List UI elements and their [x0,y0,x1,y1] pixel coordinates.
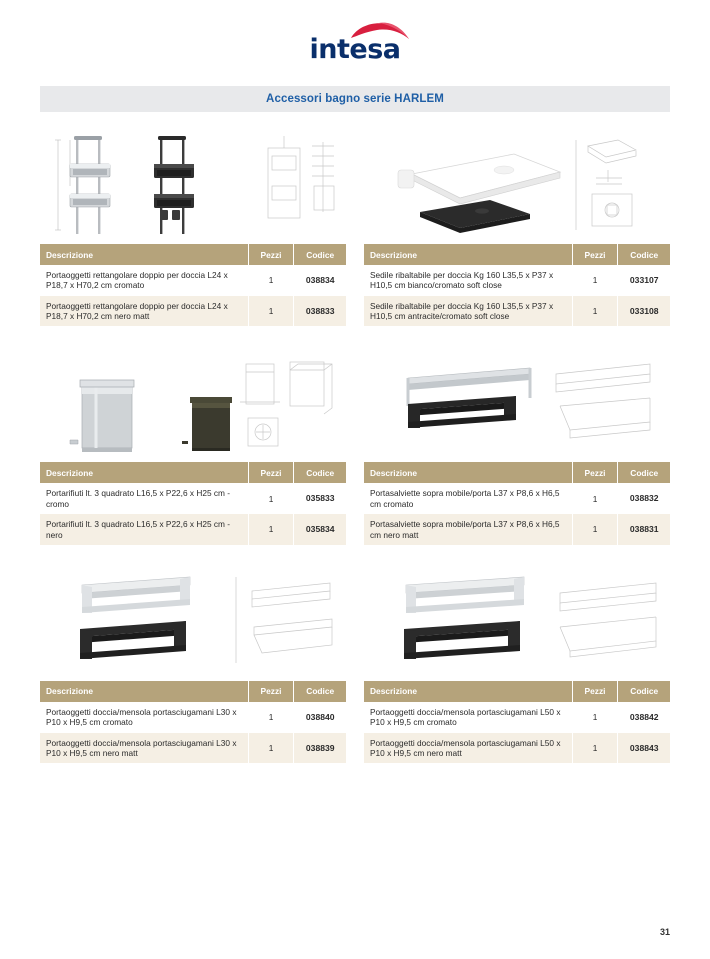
table-row [364,514,670,545]
col-pieces: Pezzi [248,462,294,483]
cell-code: 038834 [305,274,335,285]
cell-description: Sedile ribaltabile per doccia Kg 160 L35,5 x P37 x H10,5 cm bianco/cromato soft close [364,265,572,296]
col-description: Descrizione [364,462,572,483]
cell-code: 038843 [618,733,670,764]
col-pieces: Pezzi [572,681,618,702]
table-row [40,265,346,296]
cell-pieces: 1 [572,514,618,545]
product-card [40,344,346,544]
table-header-row [364,462,670,483]
cell-description: Portarifiuti lt. 3 quadrato L16,5 x P22,6 x H25 cm - nero [40,514,248,545]
cell-pieces: 1 [572,265,618,296]
cell-code: 038839 [294,733,346,764]
table-row [364,483,670,514]
cell-code: 033108 [618,296,670,327]
cell-description: Portaoggetti doccia/mensola portasciugamani L30 x P10 x H9,5 cm cromato [40,702,248,733]
cell-description: Portaoggetti rettangolare doppio per doccia L24 x P18,7 x H70,2 cm cromato [40,265,248,296]
col-code: Codice [294,244,346,265]
table-header-row [40,681,346,702]
table-header-row [40,244,346,265]
cell-pieces: 1 [248,483,294,514]
cell-code: 038831 [618,514,670,545]
col-code: Codice [618,244,670,265]
product-card [364,344,670,544]
product-table [364,462,670,544]
product-image-folding-shower-seat [364,126,670,244]
cell-description: Portaoggetti rettangolare doppio per doccia L24 x P18,7 x H70,2 cm nero matt [40,296,248,327]
product-image-shelf-towel-holder-large [364,563,670,681]
col-code: Codice [294,462,346,483]
col-code: Codice [294,681,346,702]
product-card [364,126,670,326]
col-pieces: Pezzi [572,462,618,483]
cell-description: Portaoggetti doccia/mensola portasciugamani L50 x P10 x H9,5 cm cromato [364,702,572,733]
col-description: Descrizione [40,244,248,265]
product-image-shelf-towel-holder-small [40,563,346,681]
table-row [364,265,670,296]
cell-description: Portasalviette sopra mobile/porta L37 x P8,6 x H6,5 cm nero matt [364,514,572,545]
product-card [40,126,346,326]
product-table [40,244,346,326]
col-description: Descrizione [40,462,248,483]
table-row [364,733,670,764]
product-table [364,244,670,326]
col-description: Descrizione [364,681,572,702]
shower-seat-illustration [364,126,670,244]
cell-code: 038842 [629,711,659,722]
product-card [40,563,346,763]
table-row [40,733,346,764]
product-table [40,681,346,763]
table-header-row [364,244,670,265]
table-row [40,296,346,327]
cell-code: 033107 [629,274,659,285]
table-row [40,702,346,733]
cell-pieces: 1 [248,702,294,733]
cell-code: 038840 [305,711,335,722]
shelf-towel-holder-illustration [40,563,346,681]
cell-description: Portaoggetti doccia/mensola portasciugamani L30 x P10 x H9,5 cm nero matt [40,733,248,764]
cell-pieces: 1 [572,733,618,764]
product-card [364,563,670,763]
cell-description: Portasalviette sopra mobile/porta L37 x P8,6 x H6,5 cm cromato [364,483,572,514]
cell-pieces: 1 [572,702,618,733]
product-grid [40,126,670,763]
col-pieces: Pezzi [248,681,294,702]
cell-description: Portarifiuti lt. 3 quadrato L16,5 x P22,6 x H25 cm - cromo [40,483,248,514]
cell-description: Sedile ribaltabile per doccia Kg 160 L35,5 x P37 x H10,5 cm antracite/cromato soft close [364,296,572,327]
cell-code: 035833 [305,493,335,504]
cell-code: 038833 [294,296,346,327]
product-image-towel-rail-over-cabinet [364,344,670,462]
towel-rail-illustration [364,344,670,462]
pedal-bin-illustration [40,344,346,462]
cell-pieces: 1 [248,514,294,545]
cell-code: 035834 [294,514,346,545]
cell-code: 038832 [629,493,659,504]
table-row [40,483,346,514]
brand-name: intesa [309,34,401,65]
shower-caddy-illustration [40,126,346,244]
cell-pieces: 1 [248,296,294,327]
col-code: Codice [618,681,670,702]
brand-logo [40,0,670,86]
col-code: Codice [618,462,670,483]
product-table [40,462,346,544]
table-header-row [40,462,346,483]
col-pieces: Pezzi [248,244,294,265]
col-description: Descrizione [364,244,572,265]
cell-pieces: 1 [572,483,618,514]
col-pieces: Pezzi [572,244,618,265]
page-title: Accessori bagno serie HARLEM [266,93,444,105]
table-row [40,514,346,545]
shelf-towel-holder-large-illustration [364,563,670,681]
cell-description: Portaoggetti doccia/mensola portasciugamani L50 x P10 x H9,5 cm nero matt [364,733,572,764]
table-header-row [364,681,670,702]
table-row [364,296,670,327]
section-title-bar [40,86,670,112]
table-row [364,702,670,733]
cell-pieces: 1 [572,296,618,327]
col-description: Descrizione [40,681,248,702]
cell-pieces: 1 [248,733,294,764]
product-image-square-pedal-bin [40,344,346,462]
product-table [364,681,670,763]
cell-pieces: 1 [248,265,294,296]
page-number: 31 [659,927,670,937]
product-image-shower-caddy-double-rectangular [40,126,346,244]
